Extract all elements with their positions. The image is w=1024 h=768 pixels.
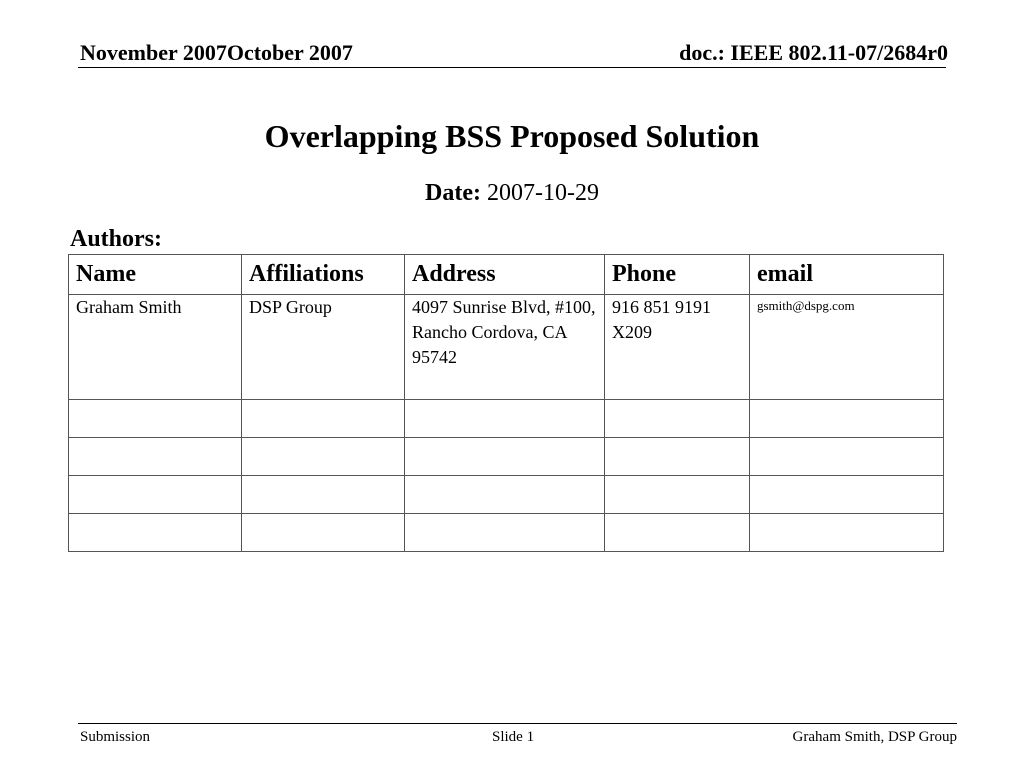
cell-phone: 916 851 9191 X209 (605, 295, 750, 400)
empty-cell (242, 476, 405, 514)
empty-cell (405, 476, 605, 514)
table-row-empty (69, 514, 944, 552)
table-row-empty (69, 438, 944, 476)
empty-cell (405, 514, 605, 552)
empty-cell (750, 476, 944, 514)
date-value: 2007-10-29 (486, 180, 599, 206)
empty-cell (605, 400, 750, 438)
footer-submission: Submission (80, 729, 151, 745)
col-header-address: Address (405, 255, 605, 295)
slide-title: Overlapping BSS Proposed Solution (264, 118, 760, 154)
cell-email: gsmith@dspg.com (750, 295, 944, 400)
table-row-empty (69, 476, 944, 514)
empty-cell (405, 400, 605, 438)
footer-author: Graham Smith, DSP Group (792, 729, 957, 745)
empty-cell (242, 438, 405, 476)
empty-cell (242, 514, 405, 552)
footer-rule (78, 723, 957, 724)
empty-cell (750, 438, 944, 476)
table-row-empty (69, 400, 944, 438)
date-label: Date: (425, 180, 481, 206)
col-header-phone: Phone (605, 255, 750, 295)
header-date: November 2007October 2007 (80, 40, 353, 65)
header-rule (78, 67, 946, 68)
empty-cell (69, 400, 242, 438)
empty-cell (750, 400, 944, 438)
col-header-name: Name (69, 255, 242, 295)
empty-cell (605, 476, 750, 514)
empty-cell (605, 438, 750, 476)
authors-heading: Authors: (70, 226, 163, 252)
empty-cell (605, 514, 750, 552)
empty-cell (405, 438, 605, 476)
empty-cell (69, 476, 242, 514)
address-line-2: Rancho Cordova, CA 95742 (412, 322, 567, 367)
cell-name: Graham Smith (69, 295, 242, 400)
empty-cell (750, 514, 944, 552)
header-doc-id: doc.: IEEE 802.11-07/2684r0 (679, 40, 948, 65)
cell-address (405, 295, 605, 400)
footer-slide-number: Slide 1 (492, 729, 535, 745)
address-line-1: 4097 Sunrise Blvd, #100, (412, 297, 596, 317)
date-line (0, 180, 1024, 207)
empty-cell (69, 438, 242, 476)
cell-affiliation: DSP Group (242, 295, 405, 400)
table-row (69, 295, 944, 400)
col-header-email: email (750, 255, 944, 295)
empty-cell (69, 514, 242, 552)
empty-cell (242, 400, 405, 438)
authors-table (68, 254, 944, 552)
table-header-row (69, 255, 944, 295)
col-header-affiliations: Affiliations (242, 255, 405, 295)
